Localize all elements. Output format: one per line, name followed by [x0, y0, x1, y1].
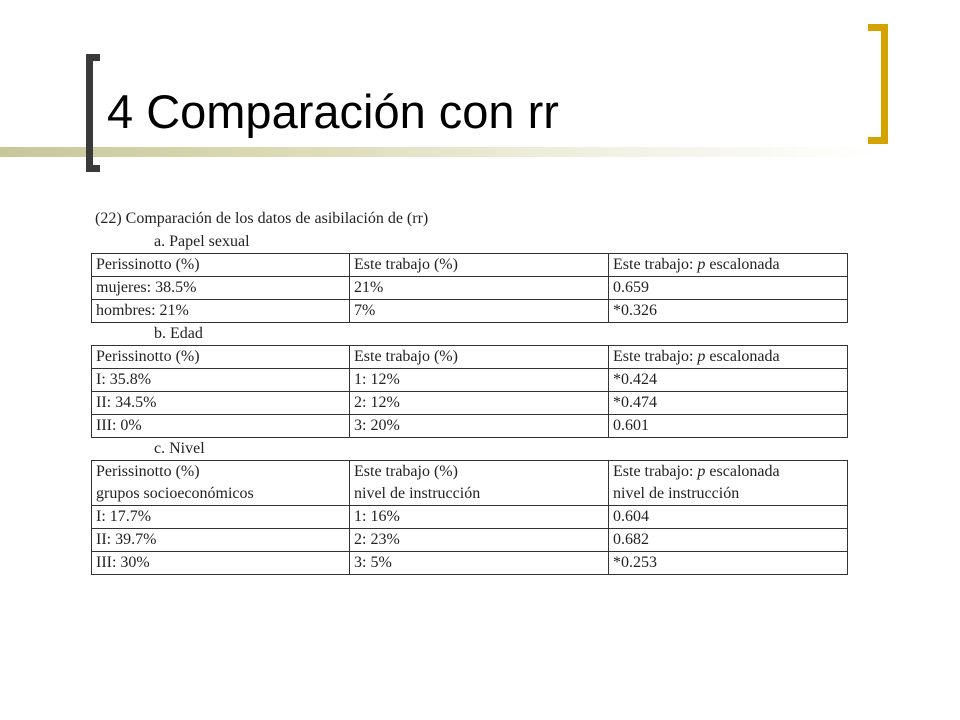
table-cell: II: 34.5%	[92, 392, 350, 415]
title-underline-bar	[0, 147, 880, 157]
header-text-italic: p	[697, 256, 706, 273]
comparison-document	[91, 206, 848, 575]
table-cell: *0.474	[609, 392, 848, 415]
header-text: escalonada	[705, 348, 780, 365]
table-cell: 21%	[350, 277, 609, 300]
table-row	[92, 506, 848, 529]
header-text: Perissinotto (%)	[96, 463, 200, 480]
table-cell: *0.253	[609, 552, 848, 575]
table-cell: *0.326	[609, 300, 848, 323]
header-text: escalonada	[705, 256, 780, 273]
table-row	[92, 415, 848, 438]
header-cell	[92, 461, 350, 506]
header-cell	[350, 461, 609, 506]
header-text: escalonada	[705, 463, 780, 480]
table-row	[92, 277, 848, 300]
header-text-italic: p	[697, 463, 706, 480]
table-row	[92, 529, 848, 552]
header-text-line2: nivel de instrucción	[613, 485, 740, 502]
document-caption: (22) Comparación de los datos de asibilación de (rr)	[95, 210, 429, 227]
header-cell	[609, 346, 848, 369]
table-cell: 1: 12%	[350, 369, 609, 392]
header-cell	[609, 461, 848, 506]
slide-title: 4 Comparación con rr	[107, 85, 559, 138]
header-cell: Perissinotto (%)	[92, 346, 350, 369]
table-cell: III: 0%	[92, 415, 350, 438]
table-row	[92, 392, 848, 415]
table-cell: 3: 20%	[350, 415, 609, 438]
header-text: Este trabajo:	[613, 463, 698, 480]
section-label-papel-sexual: a. Papel sexual	[154, 233, 250, 250]
header-cell: Este trabajo (%)	[350, 254, 609, 277]
header-text: Este trabajo:	[613, 348, 698, 365]
table-cell: *0.424	[609, 369, 848, 392]
header-text-italic: p	[697, 348, 706, 365]
table-cell: 0.604	[609, 506, 848, 529]
table-cell: I: 35.8%	[92, 369, 350, 392]
table-cell: 1: 16%	[350, 506, 609, 529]
left-bracket-decoration	[86, 54, 100, 172]
table-papel-sexual	[91, 253, 848, 323]
table-row	[92, 369, 848, 392]
table-cell: 2: 12%	[350, 392, 609, 415]
header-text: Este trabajo:	[613, 256, 698, 273]
table-header-row	[92, 346, 848, 369]
table-cell: 0.659	[609, 277, 848, 300]
table-header-row	[92, 254, 848, 277]
header-text: Este trabajo (%)	[354, 463, 458, 480]
header-text-line2: grupos socioeconómicos	[96, 485, 254, 502]
table-header-row	[92, 461, 848, 506]
table-cell: mujeres: 38.5%	[92, 277, 350, 300]
table-edad	[91, 345, 848, 438]
table-row	[92, 300, 848, 323]
header-text-line2: nivel de instrucción	[354, 485, 481, 502]
section-label-edad: b. Edad	[154, 325, 203, 342]
table-cell: I: 17.7%	[92, 506, 350, 529]
header-cell: Perissinotto (%)	[92, 254, 350, 277]
table-cell: 0.682	[609, 529, 848, 552]
table-row	[92, 552, 848, 575]
right-bracket-decoration	[868, 24, 888, 144]
table-cell: hombres: 21%	[92, 300, 350, 323]
section-label-nivel: c. Nivel	[154, 440, 205, 457]
header-text-wrap	[613, 461, 843, 483]
header-cell: Este trabajo (%)	[350, 346, 609, 369]
table-cell: II: 39.7%	[92, 529, 350, 552]
header-cell	[609, 254, 848, 277]
table-cell: 3: 5%	[350, 552, 609, 575]
table-cell: 0.601	[609, 415, 848, 438]
table-nivel	[91, 460, 848, 575]
table-cell: 2: 23%	[350, 529, 609, 552]
table-cell: 7%	[350, 300, 609, 323]
table-cell: III: 30%	[92, 552, 350, 575]
